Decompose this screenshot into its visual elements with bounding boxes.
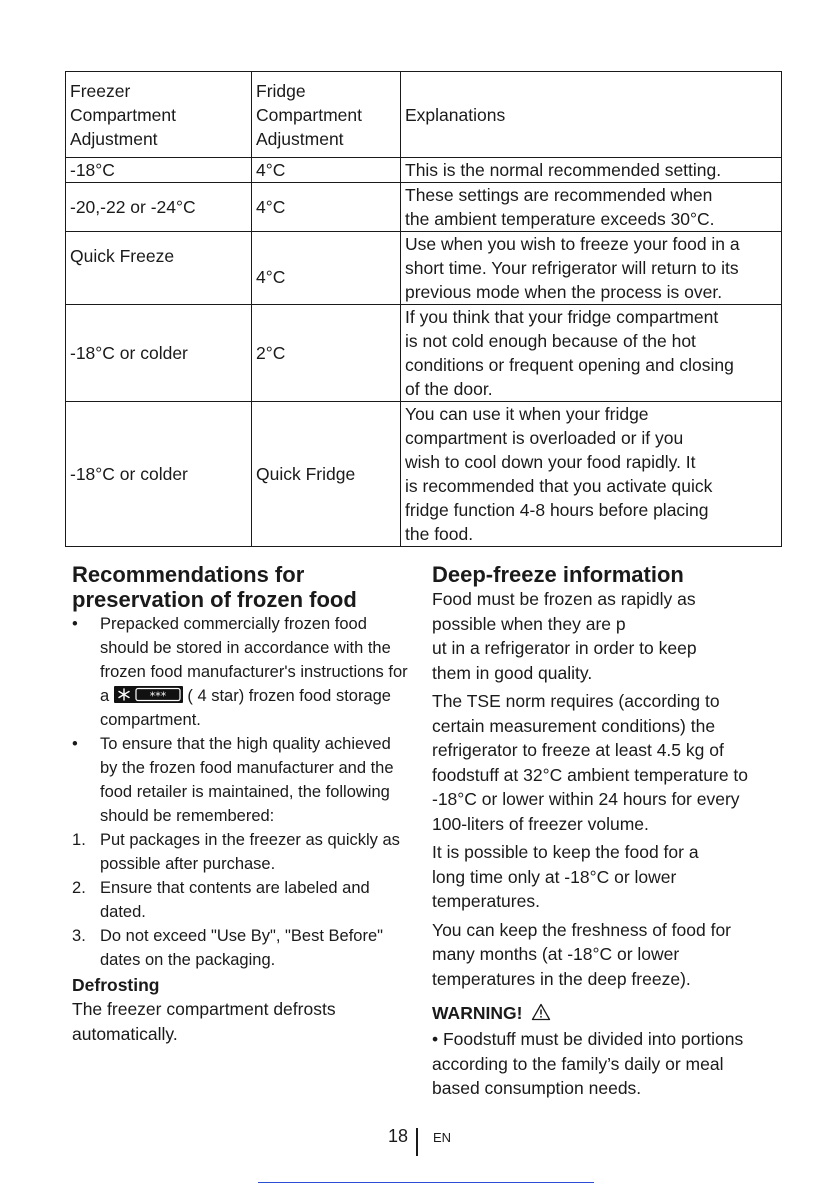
steps-list xyxy=(72,828,412,972)
deep-freeze-p1: Food must be frozen as rapidly as possible when they are p ut in a refrigerator in order to keep them in good quality. xyxy=(432,589,697,683)
bullet1-tail: ( 4 star) frozen food storage compartment. xyxy=(100,687,391,729)
cell-fridge: 4°C xyxy=(252,158,401,183)
defrosting-text: The freezer compartment defrosts automatically. xyxy=(72,999,336,1044)
cell-freezer: -18°C xyxy=(66,158,252,183)
deep-freeze-heading: Deep-freeze information xyxy=(432,562,684,587)
cell-freezer: Quick Freeze xyxy=(66,232,252,305)
warning-text: • Foodstuff must be divided into portions according to the family’s daily or meal based consumption needs. xyxy=(432,1029,744,1098)
warning-label: WARNING! xyxy=(432,1003,523,1023)
warning-title xyxy=(432,1001,792,1027)
cell-freezer: -18°C or colder xyxy=(66,305,252,402)
list-item: Do not exceed "Use By", "Best Before" dates on the packaging. xyxy=(100,927,383,969)
cell-explanation: If you think that your fridge compartment is not cold enough because of the hot conditions or frequent opening and closing of the door. xyxy=(401,305,782,402)
table-row xyxy=(66,402,782,547)
header-freezer: Freezer Compartment Adjustment xyxy=(66,72,252,158)
svg-text:***: *** xyxy=(149,689,167,703)
cell-explanation: Use when you wish to freeze your food in a short time. Your refrigerator will return to its previous mode when the process is over. xyxy=(401,232,782,305)
cell-explanation: You can use it when your fridge compartment is overloaded or if you wish to cool down your food rapidly. It is recommended that you activate quick fridge function 4-8 hours before placing the food. xyxy=(401,402,782,547)
page-footer xyxy=(0,1126,840,1156)
link-underline xyxy=(258,1182,594,1183)
deep-freeze-p2: The TSE norm requires (according to certain measurement conditions) the refrigerator to freeze at least 4.5 kg of foodstuff at 32°C ambient temperature to -18°C or lower within 24 hours for every 100-liters of freezer volume. xyxy=(432,691,749,834)
cell-fridge: 4°C xyxy=(252,183,401,232)
table-row xyxy=(66,183,782,232)
table-row xyxy=(66,158,782,183)
bullet1-text: Prepacked commercially frozen food should be stored in accordance with the frozen food manufacturer's instructions for a xyxy=(100,615,408,705)
cell-explanation: These settings are recommended when the ambient temperature exceeds 30°C. xyxy=(401,183,782,232)
footer-divider xyxy=(416,1128,418,1156)
table-row xyxy=(66,305,782,402)
settings-table xyxy=(65,71,782,547)
table-header-row xyxy=(66,72,782,158)
list-item: Ensure that contents are labeled and dated. xyxy=(100,879,370,921)
list-item xyxy=(72,612,412,732)
recommendations-list xyxy=(72,612,412,828)
cell-explanation: This is the normal recommended setting. xyxy=(401,158,782,183)
warning-triangle-icon xyxy=(531,1003,551,1027)
list-item: • To ensure that the high quality achieved by the frozen food manufacturer and the food retailer is maintained, the following should be remembered: xyxy=(72,732,412,828)
deep-freeze-p4: You can keep the freshness of food for many months (at -18°C or lower temperatures in the deep freeze). xyxy=(432,919,732,989)
cell-fridge: 4°C xyxy=(252,232,401,305)
header-fridge: Fridge Compartment Adjustment xyxy=(252,72,401,158)
list-item: Put packages in the freezer as quickly as possible after purchase. xyxy=(100,831,400,873)
deep-freeze-p3: It is possible to keep the food for a long time only at -18°C or lower temperatures. xyxy=(432,842,699,911)
language-code: EN xyxy=(433,1130,452,1145)
defrosting-heading: Defrosting xyxy=(72,975,160,995)
page-number: 18 xyxy=(387,1126,408,1146)
cell-freezer: -20,-22 or -24°C xyxy=(66,183,252,232)
header-explanations: Explanations xyxy=(401,72,782,158)
recommendations-heading: Recommendations for preservation of frozen food xyxy=(72,562,357,612)
deep-freeze-section xyxy=(432,562,792,1101)
four-star-freezer-icon xyxy=(114,686,183,703)
table-row xyxy=(66,232,782,305)
cell-freezer: -18°C or colder xyxy=(66,402,252,547)
recommendations-section xyxy=(72,562,412,1046)
cell-fridge: 2°C xyxy=(252,305,401,402)
cell-fridge: Quick Fridge xyxy=(252,402,401,547)
